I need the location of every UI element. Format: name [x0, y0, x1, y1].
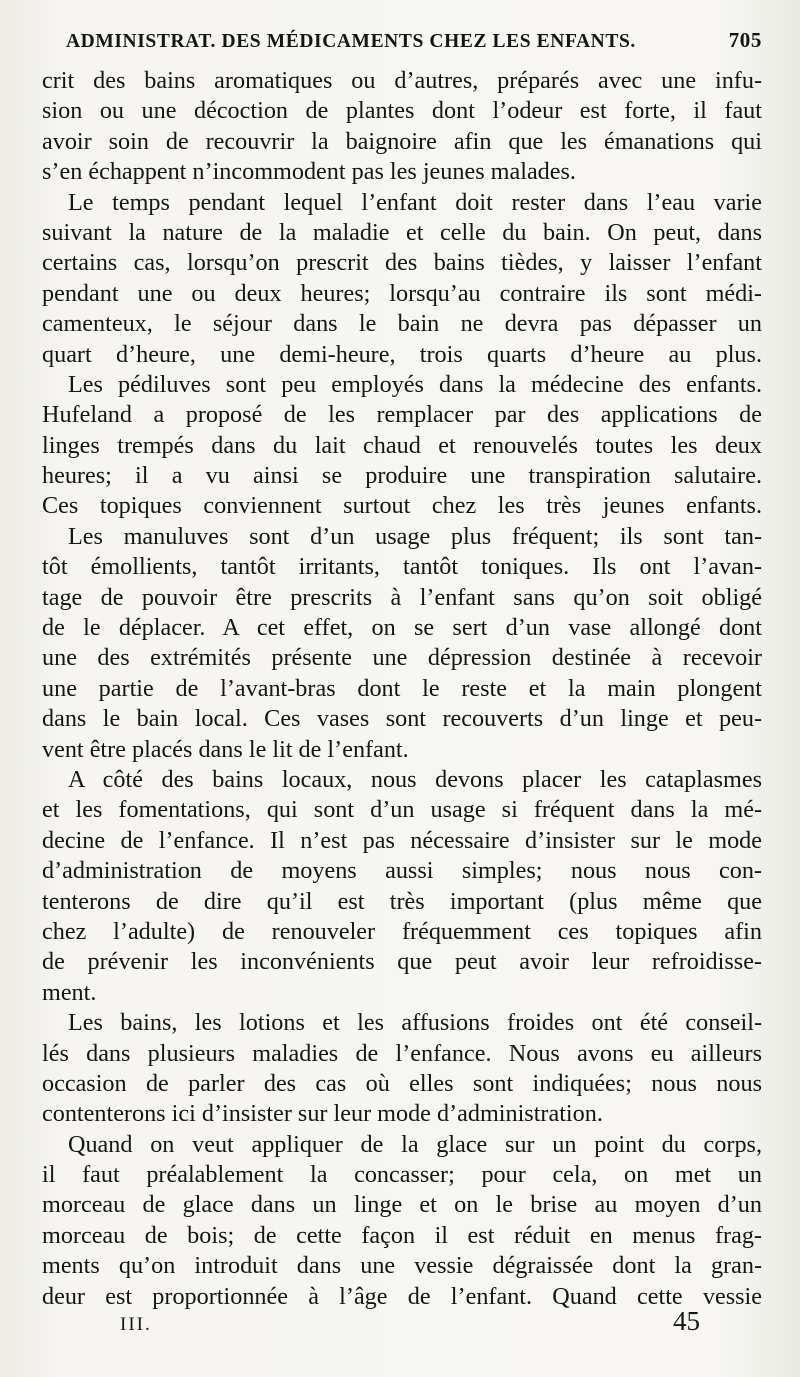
- text-line: linges trempés dans du lait chaud et renouvelés toutes les deux: [42, 431, 762, 459]
- text-line: crit des bains aromatiques ou d’autres, préparés avec une infu-: [42, 67, 762, 94]
- text-line: chez l’adulte) de renouveler fréquemment ces topiques afin: [42, 917, 762, 945]
- text-line: une partie de l’avant-bras dont le reste et la main plongent: [42, 674, 762, 702]
- text-line: de le déplacer. A cet effet, on se sert d’un vase allongé dont: [42, 614, 762, 642]
- signature-mark: III.: [120, 1314, 152, 1335]
- text-line: suivant la nature de la maladie et celle du bain. On peut, dans: [42, 218, 762, 246]
- text-line: d’administration de moyens aussi simples; nous nous con-: [42, 857, 762, 885]
- text-line: et les fomentations, qui sont d’un usage si fréquent dans la mé-: [42, 796, 762, 824]
- text-line: occasion de parler des cas où elles sont indiquées; nous nous: [42, 1069, 762, 1097]
- text-line: A côté des bains locaux, nous devons placer les cataplasmes: [68, 765, 762, 793]
- text-line: tenterons de dire qu’il est très important (plus même que: [42, 887, 762, 915]
- paragraph-3: [42, 370, 762, 522]
- paragraph-2: [42, 188, 762, 370]
- text-line: decine de l’enfance. Il n’est pas nécessaire d’insister sur le mode: [42, 826, 762, 854]
- text-line: Ces topiques conviennent surtout chez les très jeunes enfants.: [42, 492, 762, 520]
- text-line: morceau de glace dans un linge et on le brise au moyen d’un: [42, 1191, 762, 1219]
- paragraph-6: [42, 1008, 762, 1130]
- page-number: 705: [728, 28, 762, 52]
- body-text: [42, 66, 762, 1312]
- running-head: [42, 28, 762, 66]
- text-line: pendant une ou deux heures; lorsqu’au contraire ils sont médi-: [42, 279, 762, 307]
- text-line: Quand on veut appliquer de la glace sur un point du corps,: [68, 1130, 762, 1158]
- text-line: morceau de bois; de cette façon il est réduit en menus frag-: [42, 1221, 762, 1249]
- text-line: Hufeland a proposé de les remplacer par des applications de: [42, 401, 762, 429]
- paragraph-4: [42, 522, 762, 765]
- text-line: heures; il a vu ainsi se produire une transpiration salutaire.: [42, 462, 762, 490]
- text-line: contenterons ici d’insister sur leur mode d’administration.: [42, 1100, 603, 1128]
- text-line: tage de pouvoir être prescrits à l’enfant sans qu’on soit obligé: [42, 583, 762, 611]
- text-line: de prévenir les inconvénients que peut avoir leur refroidisse-: [42, 948, 762, 976]
- paragraph-5: [42, 765, 762, 1008]
- text-line: vent être placés dans le lit de l’enfant.: [42, 735, 409, 763]
- paragraph-7: [42, 1130, 762, 1312]
- text-line: camenteux, le séjour dans le bain ne devra pas dépasser un: [42, 310, 762, 338]
- text-line: ment.: [42, 978, 97, 1006]
- text-line: Les bains, les lotions et les affusions froides ont été conseil-: [68, 1009, 762, 1037]
- text-line: une des extrémités présente une dépression destinée à recevoir: [42, 644, 762, 672]
- text-line: certains cas, lorsqu’on prescrit des bains tièdes, y laisser l’enfant: [42, 249, 762, 277]
- text-line: lés dans plusieurs maladies de l’enfance. Nous avons eu ailleurs: [42, 1039, 762, 1067]
- text-line: sion ou une décoction de plantes dont l’odeur est forte, il faut: [42, 97, 762, 125]
- text-line: avoir soin de recouvrir la baignoire afin que les émanations qui: [42, 127, 762, 155]
- text-line: il faut préalablement la concasser; pour cela, on met un: [42, 1161, 762, 1189]
- text-line: dans le bain local. Ces vases sont recouverts d’un linge et peu-: [42, 705, 762, 733]
- text-line: tôt émollients, tantôt irritants, tantôt toniques. Ils ont l’avan-: [42, 553, 762, 581]
- paragraph-1: [42, 66, 762, 188]
- text-line: quart d’heure, une demi-heure, trois quarts d’heure au plus.: [42, 340, 762, 368]
- text-line: s’en échappent n’incommodent pas les jeunes malades.: [42, 158, 576, 186]
- page-footer: [120, 1306, 700, 1337]
- text-line: Le temps pendant lequel l’enfant doit rester dans l’eau varie: [68, 188, 762, 216]
- running-head-title: ADMINISTRAT. DES MÉDICAMENTS CHEZ LES ENFANTS.: [66, 31, 636, 52]
- text-line: ments qu’on introduit dans une vessie dégraissée dont la gran-: [42, 1252, 762, 1280]
- text-line: Les manuluves sont d’un usage plus fréquent; ils sont tan-: [68, 522, 762, 550]
- text-line: deur est proportionnée à l’âge de l’enfant. Quand cette vessie: [42, 1282, 762, 1310]
- text-line: Les pédiluves sont peu employés dans la médecine des enfants.: [68, 370, 762, 398]
- sheet-number: 45: [673, 1306, 700, 1336]
